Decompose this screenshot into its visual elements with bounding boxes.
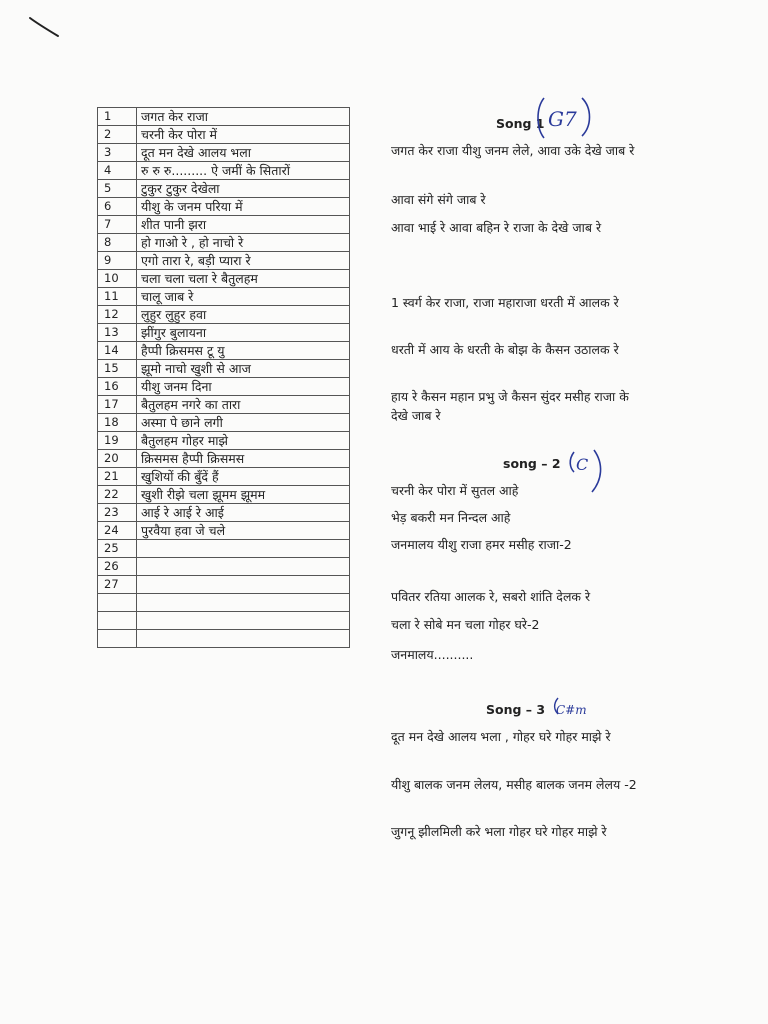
song-title-cell: चला चला चला रे बैतुलहम [137,270,350,288]
song-1-key-text: G7 [548,107,577,131]
song-1-line-1: जगत केर राजा यीशु जनम लेले, आवा उके देखे जाब रे [391,143,635,158]
song-title-cell [137,540,350,558]
song-number-cell: 1 [98,108,137,126]
song-3-line-1: दूत मन देखे आलय भला , गोहर घरे गोहर माझे रे [391,729,611,744]
song-number-cell: 26 [98,558,137,576]
song-number-cell: 13 [98,324,137,342]
song-1-line-2: आवा संगे संगे जाब रे [391,192,486,207]
song-number-cell: 5 [98,180,137,198]
song-title-cell: झूमो नाचो खुशी से आज [137,360,350,378]
song-number-cell: 21 [98,468,137,486]
song-number-cell: 18 [98,414,137,432]
song-title-cell [137,630,350,648]
table-row [98,216,350,234]
song-title-cell: एगो तारा रे, बड़ी प्यारा रे [137,252,350,270]
song-title-cell: चरनी केर पोरा में [137,126,350,144]
song-number-cell [98,630,137,648]
song-number-cell: 23 [98,504,137,522]
song-title-cell [137,594,350,612]
song-number-cell [98,594,137,612]
table-row [98,342,350,360]
song-number-cell: 17 [98,396,137,414]
pen-stroke-mark [28,14,62,40]
table-row [98,108,350,126]
table-row [98,432,350,450]
song-number-cell: 27 [98,576,137,594]
song-title-cell [137,576,350,594]
table-row [98,522,350,540]
song-1-line-3: आवा भाई रे आवा बहिन रे राजा के देखे जाब रे [391,220,602,235]
table-row [98,180,350,198]
table-row [98,612,350,630]
table-row [98,594,350,612]
song-2-verse-line-1: पवितर रतिया आलक रे, सबरो शांति देलक रे [391,589,591,604]
table-row [98,126,350,144]
song-number-cell: 9 [98,252,137,270]
table-row [98,270,350,288]
song-title-cell: लुहुर लुहुर हवा [137,306,350,324]
song-number-cell: 15 [98,360,137,378]
song-title-cell: बैतुलहम गोहर माझे [137,432,350,450]
song-title-cell: खुशियों की बुँदें हैं [137,468,350,486]
table-row [98,306,350,324]
song-title-cell: चालू जाब रे [137,288,350,306]
song-3-heading: Song – 3 [486,702,546,717]
song-number-cell: 11 [98,288,137,306]
song-title-cell: दूत मन देखे आलय भला [137,144,350,162]
song-title-cell: अस्मा पे छाने लगी [137,414,350,432]
song-index-body [98,108,350,648]
song-number-cell: 16 [98,378,137,396]
table-row [98,396,350,414]
song-number-cell: 22 [98,486,137,504]
song-number-cell: 6 [98,198,137,216]
table-row [98,324,350,342]
song-number-cell: 3 [98,144,137,162]
song-title-cell: झींगुर बुलायना [137,324,350,342]
song-title-cell: क्रिसमस हैप्पी क्रिसमस [137,450,350,468]
song-2-line-1: चरनी केर पोरा में सुतल आहे [391,483,519,498]
song-3-key-text: C#m [556,703,587,717]
table-row [98,486,350,504]
song-title-cell: बैतुलहम नगरे का तारा [137,396,350,414]
table-row [98,414,350,432]
song-title-cell [137,612,350,630]
song-number-cell: 4 [98,162,137,180]
song-2-line-2: भेड़ बकरी मन निन्दल आहे [391,510,511,525]
table-row [98,558,350,576]
song-title-cell [137,558,350,576]
song-3-line-3: जुगनू झीलमिली करे भला गोहर घरे गोहर माझे रे [391,824,607,839]
table-row [98,360,350,378]
song-1-verse-line-3: हाय रे कैसन महान प्रभु जे कैसन सुंदर मसीह राजा के देखे जाब रे [391,389,629,423]
song-number-cell: 10 [98,270,137,288]
song-title-cell: टुकुर टुकुर देखेला [137,180,350,198]
table-row [98,540,350,558]
song-1-verse-line-2: धरती में आय के धरती के बोझ के कैसन उठालक रे [391,342,619,357]
song-number-cell: 14 [98,342,137,360]
song-2-key-text: C [576,455,589,474]
song-1-heading: Song 1 [496,116,545,131]
song-2-heading: song – 2 [503,456,561,471]
table-row [98,144,350,162]
table-row [98,504,350,522]
song-number-cell: 7 [98,216,137,234]
song-title-cell: यीशु के जनम परिया में [137,198,350,216]
table-row [98,252,350,270]
table-row [98,450,350,468]
song-1-verse-line-1: 1 स्वर्ग केर राजा, राजा महाराजा धरती में आलक रे [391,295,619,310]
song-number-cell: 20 [98,450,137,468]
table-row [98,378,350,396]
song-title-cell: पुरवैया हवा जे चले [137,522,350,540]
song-number-cell: 2 [98,126,137,144]
table-row [98,630,350,648]
song-number-cell [98,612,137,630]
table-row [98,468,350,486]
song-title-cell: आई रे आई रे आई [137,504,350,522]
table-row [98,576,350,594]
song-2-line-3: जनमालय यीशु राजा हमर मसीह राजा-2 [391,537,572,552]
song-title-cell: यीशु जनम दिना [137,378,350,396]
song-title-cell: शीत पानी झरा [137,216,350,234]
table-row [98,234,350,252]
song-2-refrain-line: जनमालय.......... [391,647,474,662]
song-title-cell: हैप्पी क्रिसमस टू यु [137,342,350,360]
song-number-cell: 19 [98,432,137,450]
song-2-verse-line-2: चला रे सोबे मन चला गोहर घरे-2 [391,617,540,632]
song-number-cell: 24 [98,522,137,540]
song-number-cell: 12 [98,306,137,324]
song-1-key-mark [532,94,602,142]
song-number-cell: 25 [98,540,137,558]
song-title-cell: हो गाओ रे , हो नाचो रे [137,234,350,252]
song-title-cell: जगत केर राजा [137,108,350,126]
song-title-cell: खुशी रीझे चला झूमम झूमम [137,486,350,504]
table-row [98,162,350,180]
song-number-cell: 8 [98,234,137,252]
song-title-cell: रु रु रु......... ऐ जमीं के सितारों [137,162,350,180]
song-3-key-mark [550,692,598,726]
song-index-table [97,107,350,648]
table-row [98,288,350,306]
table-row [98,198,350,216]
song-3-line-2: यीशु बालक जनम लेलय, मसीह बालक जनम लेलय -2 [391,777,637,792]
